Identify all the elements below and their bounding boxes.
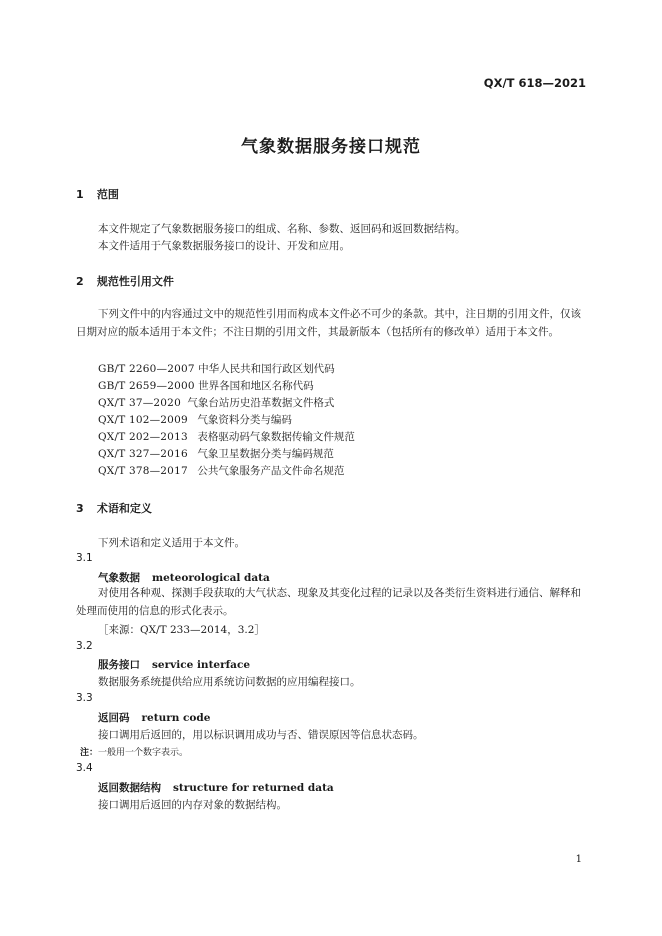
- term-definition: 接口调用后返回的内存对象的数据结构。: [98, 799, 287, 811]
- term-en: service interface: [152, 659, 251, 671]
- page-number: 1: [575, 854, 582, 865]
- term-zh: 气象数据: [98, 572, 140, 584]
- term-source: ［来源：QX/T 233—2014，3.2］: [98, 624, 265, 636]
- section-number: 3: [76, 502, 84, 515]
- reference-item: [98, 463, 344, 478]
- standard-code: QX/T 618—2021: [483, 76, 586, 90]
- section-title: 术语和定义: [96, 502, 152, 515]
- reference-name: 世界各国和地区名称代码: [198, 380, 314, 392]
- term-zh: 返回码: [98, 712, 130, 724]
- document-title: 气象数据服务接口规范: [241, 137, 421, 157]
- note-label: 注：: [80, 748, 99, 758]
- note-text: 一般用一个数字表示。: [98, 748, 189, 758]
- term-title: [98, 780, 334, 795]
- section-2-heading: [76, 273, 174, 289]
- scope-paragraph-2: 本文件适用于气象数据服务接口的设计、开发和应用。: [98, 240, 350, 252]
- term-number: 3.4: [76, 762, 93, 774]
- reference-name: 气象资料分类与编码: [197, 414, 292, 426]
- term-zh: 服务接口: [98, 659, 140, 671]
- term-en: return code: [141, 712, 211, 724]
- section-3-heading: [76, 500, 152, 516]
- term-number: 3.2: [76, 640, 93, 652]
- term-number: 3.3: [76, 692, 93, 704]
- reference-code: QX/T 378—2017: [98, 465, 188, 477]
- reference-code: QX/T 37—2020: [98, 397, 181, 409]
- term-note: [80, 745, 188, 758]
- section-number: 1: [76, 188, 84, 201]
- reference-item: [98, 378, 314, 393]
- term-definition: 数据服务系统提供给应用系统访问数据的应用编程接口。: [98, 676, 361, 688]
- reference-item: [98, 429, 355, 444]
- reference-name: 气象卫星数据分类与编码规范: [197, 448, 334, 460]
- term-definition: 对使用各种观、探测手段获取的大气状态、现象及其变化过程的记录以及各类衍生资料进行通信、解释和处理而使用的信息的形式化表示。: [76, 587, 581, 617]
- reference-item: [98, 395, 334, 410]
- reference-item: [98, 412, 292, 427]
- term-title: [98, 570, 270, 585]
- section-number: 2: [76, 275, 84, 288]
- term-title: [98, 657, 250, 672]
- reference-name: 公共气象服务产品文件命名规范: [197, 465, 345, 477]
- term-en: structure for returned data: [173, 782, 334, 794]
- reference-item: [98, 446, 334, 461]
- section-title: 范围: [96, 188, 119, 201]
- reference-name: 表格驱动码气象数据传输文件规范: [197, 431, 355, 443]
- term-number: 3.1: [76, 552, 93, 564]
- term-title: [98, 710, 210, 725]
- section-1-heading: [76, 186, 119, 202]
- reference-code: GB/T 2659—2000: [98, 380, 195, 392]
- reference-code: QX/T 327—2016: [98, 448, 188, 460]
- scope-paragraph-1: 本文件规定了气象数据服务接口的组成、名称、参数、返回码和返回数据结构。: [98, 223, 466, 235]
- term-definition: 接口调用后返回的，用以标识调用成功与否、错误原因等信息状态码。: [98, 729, 424, 741]
- reference-code: GB/T 2260—2007: [98, 363, 195, 375]
- term-zh: 返回数据结构: [98, 782, 161, 794]
- reference-code: QX/T 202—2013: [98, 431, 188, 443]
- reference-item: [98, 361, 335, 376]
- normative-references-intro: 下列文件中的内容通过文中的规范性引用而构成本文件必不可少的条款。其中，注日期的引用文件，仅该日期对应的版本适用于本文件；不注日期的引用文件，其最新版本（包括所有的修改单）适用于本文件。: [76, 308, 581, 338]
- terms-intro: 下列术语和定义适用于本文件。: [98, 537, 245, 549]
- section-title: 规范性引用文件: [96, 275, 174, 288]
- reference-name: 中华人民共和国行政区划代码: [198, 363, 335, 375]
- term-en: meteorological data: [152, 572, 270, 584]
- reference-name: 气象台站历史沿革数据文件格式: [187, 397, 335, 409]
- reference-code: QX/T 102—2009: [98, 414, 188, 426]
